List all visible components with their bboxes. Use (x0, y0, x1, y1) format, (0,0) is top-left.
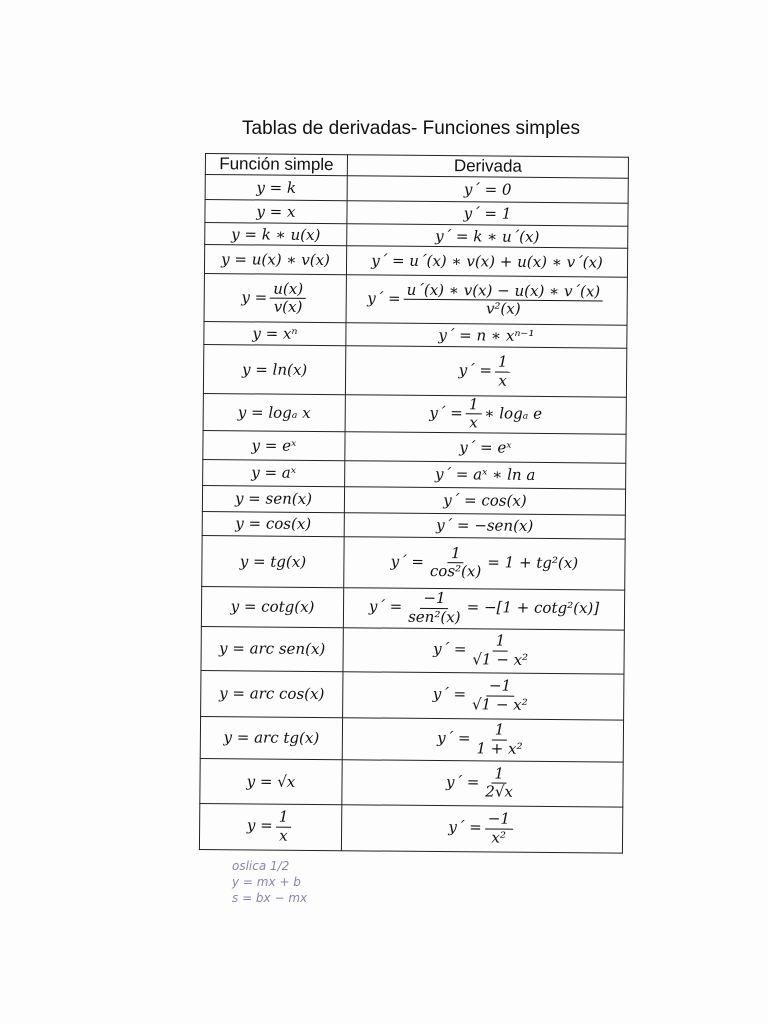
function-cell (201, 670, 343, 717)
fraction (495, 354, 511, 390)
fraction (469, 678, 531, 714)
function-cell (204, 273, 346, 322)
function-cell (204, 321, 346, 345)
fraction (403, 281, 603, 318)
function-formula: y = k ∗ u(x) (231, 224, 321, 244)
derivative-cell (342, 759, 623, 806)
derivative-formula: y´ = eˣ (459, 437, 512, 457)
function-cell (199, 803, 341, 850)
table-row (203, 393, 626, 433)
function-cell (205, 175, 347, 201)
fraction (469, 633, 531, 669)
derivative-formula: y´ = −sen(x) (436, 516, 534, 535)
formula-suffix: = 1 + tg²(x) (487, 552, 579, 572)
derivative-formula: y´ = cos(x) (443, 491, 527, 510)
derivative-cell (347, 224, 628, 248)
fraction-denominator: sen²(x) (408, 607, 461, 626)
fraction-denominator: v(x) (273, 297, 303, 316)
formula-prefix: y´ = (367, 288, 401, 308)
formula-prefix: y = (246, 816, 273, 835)
function-cell (203, 393, 345, 431)
formula-suffix: ∗ logₐ e (484, 404, 543, 423)
derivative-cell (345, 460, 626, 488)
function-formula: y = arc tg(x) (223, 728, 320, 748)
function-formula: y = aˣ (251, 463, 297, 482)
table-row (201, 670, 624, 720)
page-title: Tablas de derivadas- Funciones simples (242, 118, 580, 139)
formula-prefix: y´ = (432, 685, 467, 704)
table-row (202, 535, 625, 590)
fraction-numerator: −1 (486, 678, 514, 696)
table-row (200, 758, 623, 807)
fraction-numerator: 1 (491, 765, 507, 783)
fraction (466, 396, 482, 432)
fraction-numerator: −1 (485, 811, 513, 829)
fraction-numerator: 1 (492, 722, 508, 740)
function-cell (202, 535, 344, 587)
derivative-cell (347, 176, 628, 203)
derivatives-table (199, 153, 629, 853)
formula-prefix: y´ = (446, 772, 480, 791)
formula-prefix: y´ = (390, 552, 425, 571)
derivative-cell (342, 717, 623, 761)
fraction-denominator: x² (491, 828, 507, 847)
derivative-formula: y´ = n ∗ xⁿ⁻¹ (438, 326, 535, 345)
function-cell (204, 245, 346, 275)
derivative-cell (343, 587, 624, 629)
fraction-denominator: x (469, 413, 478, 432)
function-cell (203, 430, 345, 460)
function-formula: y = arc sen(x) (218, 639, 326, 659)
function-formula: y = sen(x) (234, 489, 313, 508)
function-cell (201, 626, 343, 671)
function-cell (203, 459, 345, 486)
table-row (200, 716, 623, 762)
function-cell (200, 758, 342, 804)
formula-suffix: = −[1 + cotg²(x)] (466, 598, 600, 618)
function-formula: y = k (256, 178, 297, 197)
function-formula: y = √x (246, 771, 296, 791)
derivative-cell (344, 536, 625, 589)
derivative-cell (341, 804, 622, 852)
header-function: Función simple (205, 154, 347, 176)
fraction-numerator: 1 (493, 633, 509, 651)
table-row (205, 175, 628, 204)
function-cell (201, 586, 343, 627)
table-row (199, 803, 622, 853)
fraction-denominator: v²(x) (485, 299, 521, 318)
function-formula: y = u(x) ∗ v(x) (221, 250, 331, 270)
function-cell (202, 511, 344, 536)
formula-prefix: y´ = (448, 818, 482, 837)
table-row (202, 485, 625, 515)
fraction (482, 765, 516, 801)
function-formula: y = ln(x) (241, 360, 308, 379)
table-row (203, 344, 626, 397)
derivative-cell (346, 275, 627, 325)
formula-prefix: y´ = (437, 729, 471, 748)
fraction-numerator: u´(x) ∗ v(x) − u(x) ∗ v´(x) (404, 281, 604, 301)
table-header-row (205, 154, 628, 179)
derivative-cell (346, 323, 627, 348)
fraction (473, 722, 525, 758)
function-formula: y = cotg(x) (230, 597, 315, 616)
handwritten-note: oslica 1/2 (232, 859, 290, 873)
table-row (201, 626, 624, 674)
function-formula: y = tg(x) (239, 551, 307, 571)
derivative-formula: y´ = aˣ ∗ ln a (435, 465, 536, 484)
formula-prefix: y´ = (433, 640, 467, 659)
derivative-cell (347, 201, 628, 226)
table-row (203, 430, 626, 463)
fraction (276, 809, 292, 845)
formula-prefix: y´ = (429, 403, 463, 423)
function-formula: y = x (256, 202, 296, 221)
fraction-numerator: 1 (466, 396, 482, 414)
fraction-numerator: 1 (448, 545, 464, 563)
fraction-denominator: 1 + x² (476, 738, 523, 758)
derivative-cell (345, 346, 626, 397)
derivative-cell (344, 486, 625, 514)
formula-prefix: y = (241, 287, 268, 307)
fraction-denominator: x (279, 826, 288, 845)
table-row (204, 273, 627, 325)
table-row (203, 459, 626, 489)
table-row (202, 511, 625, 539)
fraction-numerator: −1 (420, 590, 448, 608)
derivative-formula: y´ = u´(x) ∗ v(x) + u(x) ∗ v´(x) (371, 251, 603, 272)
table-body (199, 175, 628, 853)
fraction-denominator: √1 − x² (471, 694, 528, 714)
table-row (204, 245, 627, 278)
fraction-denominator: cos²(x) (429, 561, 482, 581)
fraction (270, 280, 306, 316)
derivative-cell (344, 512, 625, 538)
fraction-numerator: 1 (495, 354, 511, 372)
handwritten-notes (232, 858, 307, 906)
function-formula: y = xⁿ (252, 324, 298, 343)
fraction-numerator: 1 (276, 809, 292, 827)
header-derivative: Derivada (347, 155, 628, 178)
fraction-denominator: √1 − x² (472, 649, 529, 669)
derivative-cell (343, 671, 624, 719)
function-formula: y = cos(x) (235, 514, 312, 533)
fraction (405, 590, 464, 626)
fraction-denominator: x (498, 371, 507, 390)
function-cell (205, 223, 347, 246)
formula-prefix: y´ = (368, 597, 403, 616)
derivative-cell (345, 431, 626, 462)
derivative-formula: y´ = k ∗ u´(x) (435, 226, 540, 246)
derivative-cell (346, 246, 627, 277)
fraction-numerator: u(x) (270, 280, 306, 299)
handwritten-note: s = bx − mx (232, 891, 308, 905)
formula-prefix: y´ = (458, 361, 493, 380)
function-cell (205, 200, 347, 224)
function-cell (200, 716, 342, 759)
derivative-cell (345, 395, 626, 434)
derivative-formula: y´ = 0 (463, 180, 512, 199)
function-cell (202, 485, 344, 512)
fraction (485, 811, 513, 847)
derivative-cell (343, 627, 624, 673)
handwritten-note: y = mx + b (232, 875, 301, 889)
fraction-denominator: 2√x (485, 782, 513, 801)
function-cell (203, 344, 345, 394)
fraction (427, 545, 485, 581)
derivative-formula: y´ = 1 (463, 204, 512, 223)
function-formula: y = eˣ (251, 435, 297, 455)
table-row (201, 586, 624, 630)
function-formula: y = logₐ x (237, 403, 311, 422)
function-formula: y = arc cos(x) (219, 684, 325, 704)
